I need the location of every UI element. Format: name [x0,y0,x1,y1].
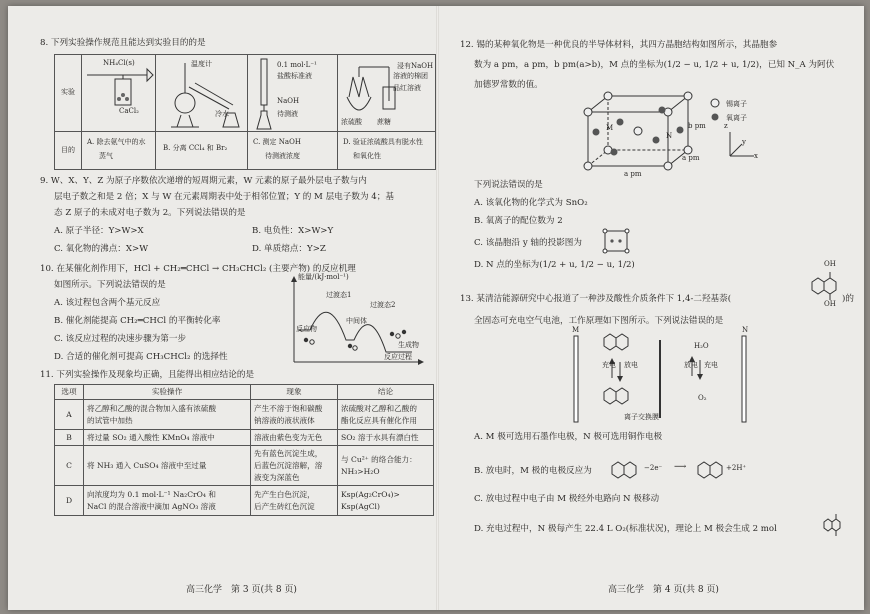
page-fold [436,6,439,610]
label-naoh-cotton-2: 溶液的棉团 [393,72,428,80]
oh-top: OH [824,260,836,268]
eq-electrons: −2e⁻ [644,464,663,472]
purpose-a-2: 蒸气 [99,152,113,160]
legend-oxygen-ion: 氧离子 [726,114,747,122]
electrode-n: N [742,326,749,334]
page-footer-left: 高三化学 第 3 页(共 8 页) [186,585,297,595]
graph-ts2: 过渡态2 [370,301,396,309]
label-charge-right: 充电 [704,361,718,369]
table-row: A 将乙醇和乙酸的混合物加入盛有浓硫酸 的试管中加热 产生不溶于饱和碳酸 钠溶液的液状液体 浓硫酸对乙醇和乙酸的 酯化反应具有催化作用 [55,400,434,430]
q13-line-2: 全固态可充电空气电池，工作原理如下图所示。下列说法错误的是 [474,316,724,326]
q12-option-b: B. 氧离子的配位数为 2 [474,216,563,226]
purpose-d-1: D. 验证浓硫酸具有脱水性 [343,138,423,146]
label-cacl2: CaCl₂ [119,107,139,115]
axis-z: z [724,122,728,130]
label-naoh: NaOH [277,97,300,105]
graph-ylabel: 能量/(kJ·mol⁻¹) [298,273,349,281]
q12-line-1: 12. 锡的某种氧化物是一种优良的半导体材料，其四方晶胞结构如图所示，其晶胞参 [460,40,778,50]
label-a-pm-side: a pm [682,154,700,162]
label-concentration: 0.1 mol·L⁻¹ [277,61,317,69]
q12-stem2: 下列说法错误的是 [474,180,543,190]
q13-line-1: 13. 某清洁能源研究中心报道了一种涉及酸性介质条件下 1,4-二羟基萘( [460,294,732,304]
battery-cell-diagram [566,330,766,426]
q13-option-c: C. 放电过程中电子由 M 极经外电路向 N 极移动 [474,494,660,504]
label-thermometer: 温度计 [191,60,212,68]
header-phenomenon: 现象 [251,385,338,400]
exam-sheet [8,6,864,610]
q10-option-a: A. 该过程包含两个基元反应 [54,298,161,308]
legend-markers [710,98,722,128]
purpose-a-1: A. 除去氨气中的水 [87,138,146,146]
purpose-c-1: C. 测定 NaOH [253,138,301,146]
q13-option-d: D. 充电过程中，N 极每产生 22.4 L O₂(标准状况)，理论上 M 极会生成 2 mol [474,524,777,534]
axis-y: y [742,138,746,146]
apparatus-a-drying-tube [85,61,155,131]
q8-table [54,54,436,170]
header-option: 选项 [55,385,84,400]
q13-option-a: A. M 极可选用石墨作电极，N 极可选用铜作电极 [474,432,663,442]
label-b-pm: b pm [688,122,706,130]
graph-ts1: 过渡态1 [326,291,352,299]
q12-option-a: A. 该氧化物的化学式为 SnO₂ [474,198,588,208]
purpose-b: B. 分离 CCl₄ 和 Br₂ [163,144,228,152]
table-row: B 将过量 SO₂ 通入酸性 KMnO₄ 溶液中 溶液由紫色变为无色 SO₂ 溶于水具有漂白性 [55,430,434,446]
q12-line-3: 加德罗常数的值。 [474,80,543,90]
graph-reactant: 反应物 [296,325,317,333]
legend-tin-ion: 锡离子 [726,100,747,108]
q8-stem: 8. 下列实验操作规范且能达到实验目的的是 [40,38,206,48]
q13-tail: )的 [842,294,854,304]
label-conc-sulfuric: 浓硫酸 [341,118,362,126]
axes-icon [720,128,760,168]
electrode-m: M [572,326,580,334]
row-label-experiment: 实验 [61,88,75,96]
q10-option-d: D. 合适的催化剂可提高 CH₃CHCl₂ 的选择性 [54,352,228,362]
purpose-c-2: 待测液浓度 [265,152,300,160]
q9-option-a: A. 原子半径：Y>W>X [54,226,144,236]
label-charge-left: 充电 [602,361,616,369]
q10-option-c: C. 该反应过程的决速步骤为第一步 [54,334,187,344]
label-nh4cl: NH₄Cl(s) [103,59,135,67]
page-3 [26,6,434,610]
header-conclusion: 结论 [338,385,434,400]
q10-line-1: 10. 在某催化剂作用下，HCl + CH₂═CHCl → CH₃CHCl₂ (主要产物) 的反应机理 [40,264,356,274]
label-naoh-cotton-1: 浸有NaOH [397,62,434,70]
q9-line-2: 层电子数之和是 2 倍；X 与 W 在元素周期表中处于相邻位置；Y 的 M 层电子数为 4；基 [54,192,394,202]
graph-xlabel: 反应过程 [384,353,412,361]
graph-intermediate: 中间体 [346,317,367,325]
table-row: D 向浓度均为 0.1 mol·L⁻¹ Na₂CrO₄ 和 NaCl 的混合溶液中滴加 AgNO₃ 溶液 先产生白色沉淀， 后产生砖红色沉淀 Ksp(Ag₂CrO₄)> Ksp(AgCl) [55,486,434,516]
q12-option-d: D. N 点的坐标为(1/2 + u, 1/2 − u, 1/2) [474,260,635,270]
dihydroxynaphthalene-small [822,510,846,546]
q10-option-b: B. 催化剂能提高 CH₂═CHCl 的平衡转化率 [54,316,221,326]
q10-line-2: 如图所示。下列说法错误的是 [54,280,166,290]
q11-table [54,384,434,516]
page-4 [448,6,858,610]
label-o2: O₂ [698,394,707,402]
q9-option-b: B. 电负性：X>W>Y [252,226,334,236]
header-operation: 实验操作 [84,385,251,400]
table-row: C 将 NH₃ 通入 CuSO₄ 溶液中至过量 先有蓝色沉淀生成， 后蓝色沉淀溶解，溶 液变为深蓝色 与 Cu²⁺ 的络合能力： NH₃>H₂O [55,446,434,486]
eq-protons: +2H⁺ [726,464,747,472]
label-test-solution: 待测液 [277,110,298,118]
projection-figure [604,230,628,252]
label-discharge-left: 放电 [624,361,638,369]
purpose-d-2: 和氧化性 [353,152,381,160]
point-m: M [606,124,614,132]
point-n: N [666,132,673,140]
q9-option-c: C. 氧化物的沸点：X>W [54,244,149,254]
q12-option-c: C. 该晶胞沿 y 轴的投影图为 [474,238,582,248]
label-discharge-right: 放电 [684,361,698,369]
graph-product: 生成物 [398,341,419,349]
q9-line-1: 9. W、X、Y、Z 为原子序数依次递增的短周期元素，W 元素的原子最外层电子数与内 [40,176,367,186]
row-label-purpose: 目的 [61,146,75,154]
label-hcl-standard: 盐酸标准液 [277,72,312,80]
q9-option-d: D. 单质熔点：Y>Z [252,244,326,254]
eq-arrow: ⟶ [674,462,687,472]
page-footer-right: 高三化学 第 4 页(共 8 页) [608,585,719,595]
q13-option-b: B. 放电时，M 极的电极反应为 [474,466,592,476]
axis-x: x [754,152,758,160]
label-magenta: 品红溶液 [393,84,421,92]
oh-bottom: OH [824,300,836,308]
q11-stem: 11. 下列实验操作及现象均正确，且能得出相应结论的是 [40,370,255,380]
label-a-pm-bottom: a pm [624,170,642,178]
label-membrane: 离子交换膜 [624,413,659,421]
q12-line-2: 数为 a pm，a pm，b pm(a>b)，M 点的坐标为(1/2 − u, 1/2 + u, 1/2)，已知 N_A 为阿伏 [474,60,835,70]
label-cold-water: 冷水 [215,110,229,118]
q9-line-3: 态 Z 原子的未成对电子数为 2。下列说法错误的是 [54,208,246,218]
label-h2o: H₂O [694,342,709,350]
label-sucrose: 蔗糖 [377,118,391,126]
